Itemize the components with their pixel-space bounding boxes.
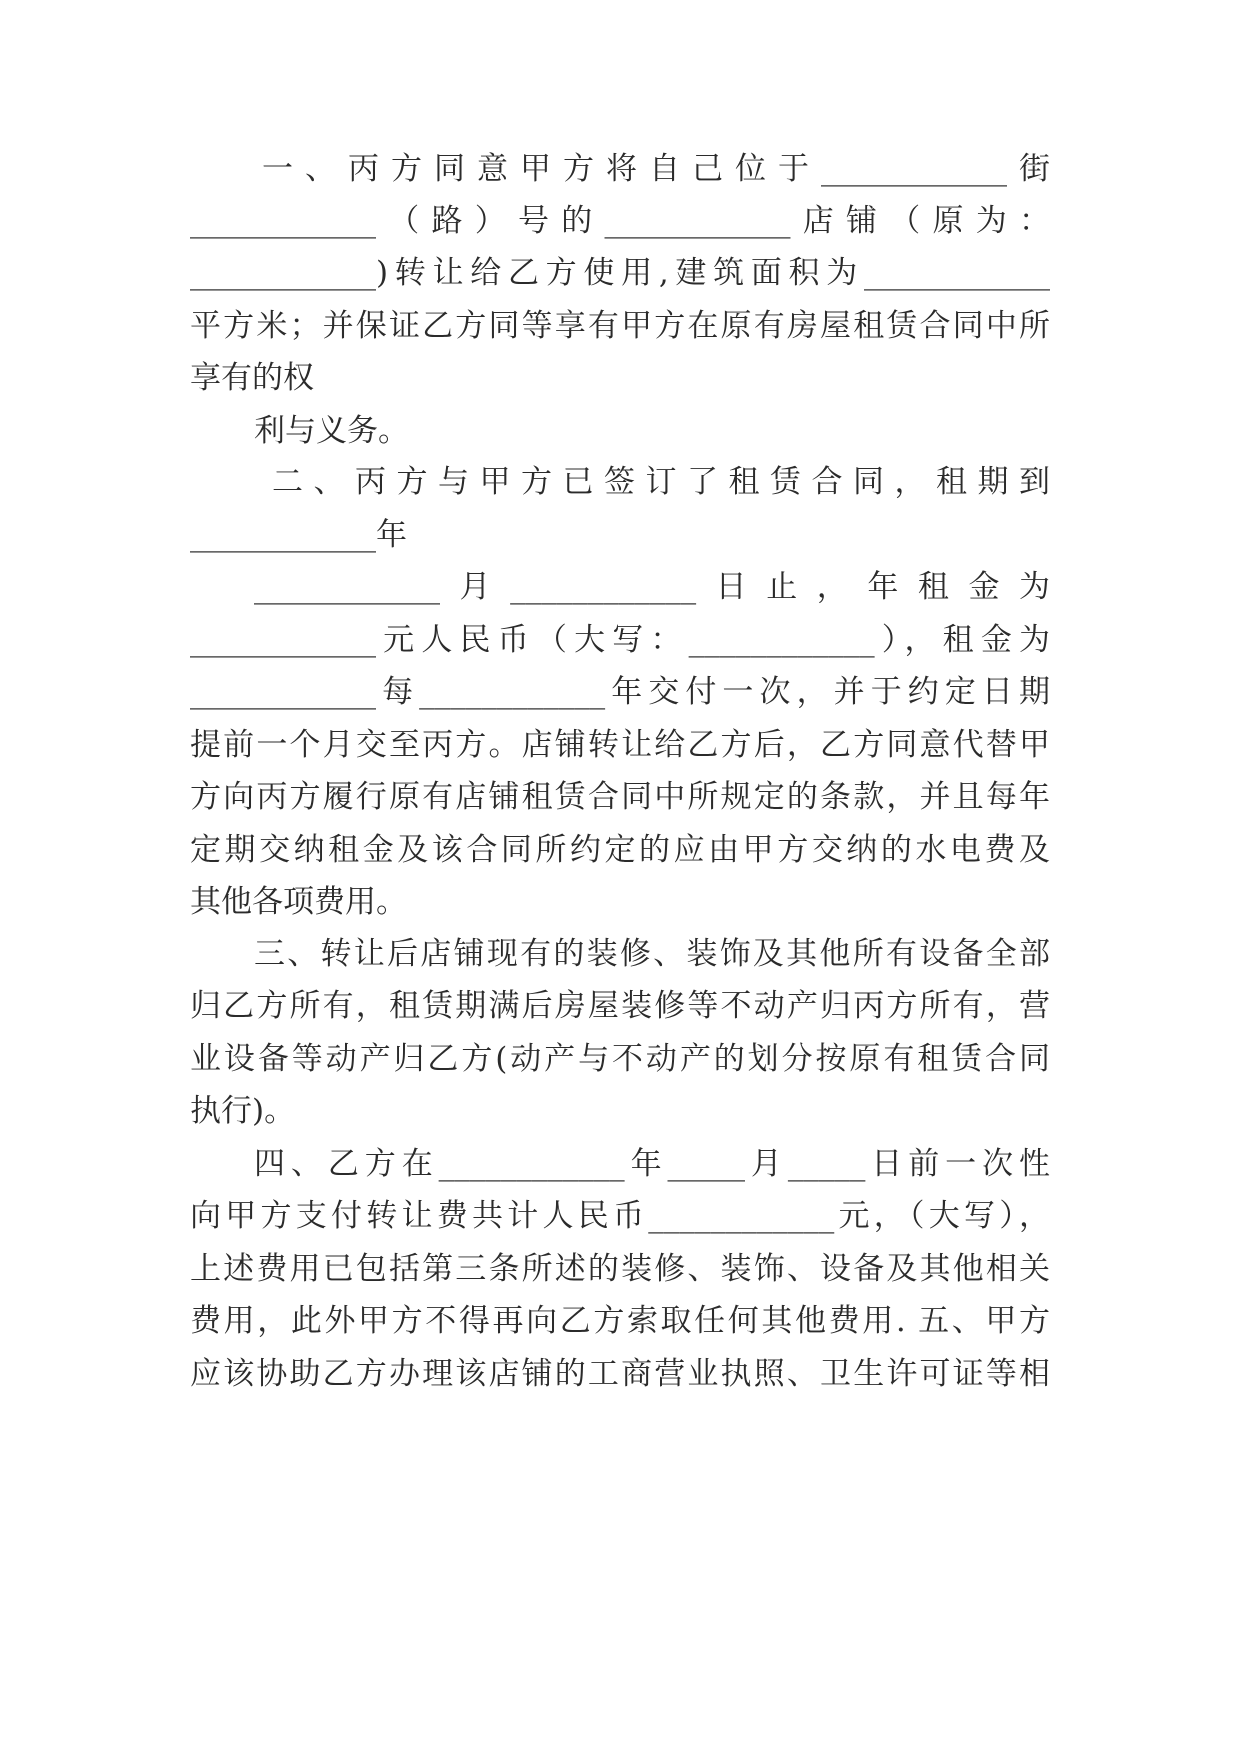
clause-1-line-2: ____________（路）号的____________店铺（原为： [190,203,1050,239]
clause-2-line-6: 提前一个月交至丙方。店铺转让给乙方后，乙方同意代替甲 [190,727,1050,763]
clause-1-line-5: 享有的权 [190,360,314,396]
clause-3-line-4: 执行)。 [190,1093,296,1129]
clause-2-line-4: ____________元人民币（大写：____________），租金为 [190,622,1050,658]
clause-2-line-3: ____________月____________日止，年租金为 [254,569,1050,605]
clause-1-line-1: 一、丙方同意甲方将自己位于____________街 [262,151,1050,187]
clause-2-line-8: 定期交纳租金及该合同所约定的应由甲方交纳的水电费及 [190,832,1050,868]
clause-2-line-7: 方向丙方履行原有店铺租赁合同中所规定的条款，并且每年 [190,779,1050,815]
clause-3-line-3: 业设备等动产归乙方(动产与不动产的划分按原有租赁合同 [190,1041,1050,1077]
clause-5-line-1: 应该协助乙方办理该店铺的工商营业执照、卫生许可证等相 [190,1356,1050,1392]
clause-2-line-5: ____________每____________年交付一次，并于约定日期 [190,674,1050,710]
clause-4-line-4: 费用，此外甲方不得再向乙方索取任何其他费用. 五、甲方 [190,1303,1050,1339]
clause-2-line-2: ____________年 [190,517,407,553]
clause-4-line-1: 四、乙方在____________年_____月_____日前一次性 [254,1146,1050,1182]
clause-2-line-1: 二、丙方与甲方已签订了租赁合同，租期到 [272,464,1050,500]
clause-1-line-4: 平方米；并保证乙方同等享有甲方在原有房屋租赁合同中所 [190,308,1050,344]
clause-3-line-2: 归乙方所有，租赁期满后房屋装修等不动产归丙方所有，营 [190,988,1050,1024]
clause-4-line-3: 上述费用已包括第三条所述的装修、装饰、设备及其他相关 [190,1251,1050,1287]
clause-4-line-2: 向甲方支付转让费共计人民币____________元，（大写）， [190,1198,1050,1234]
clause-2-line-9: 其他各项费用。 [190,884,407,920]
clause-3-line-1: 三、转让后店铺现有的装修、装饰及其他所有设备全部 [254,936,1050,972]
clause-1-line-3: ____________)转让给乙方使用,建筑面积为____________ [190,255,1050,291]
clause-1-line-6: 利与义务。 [254,413,409,449]
